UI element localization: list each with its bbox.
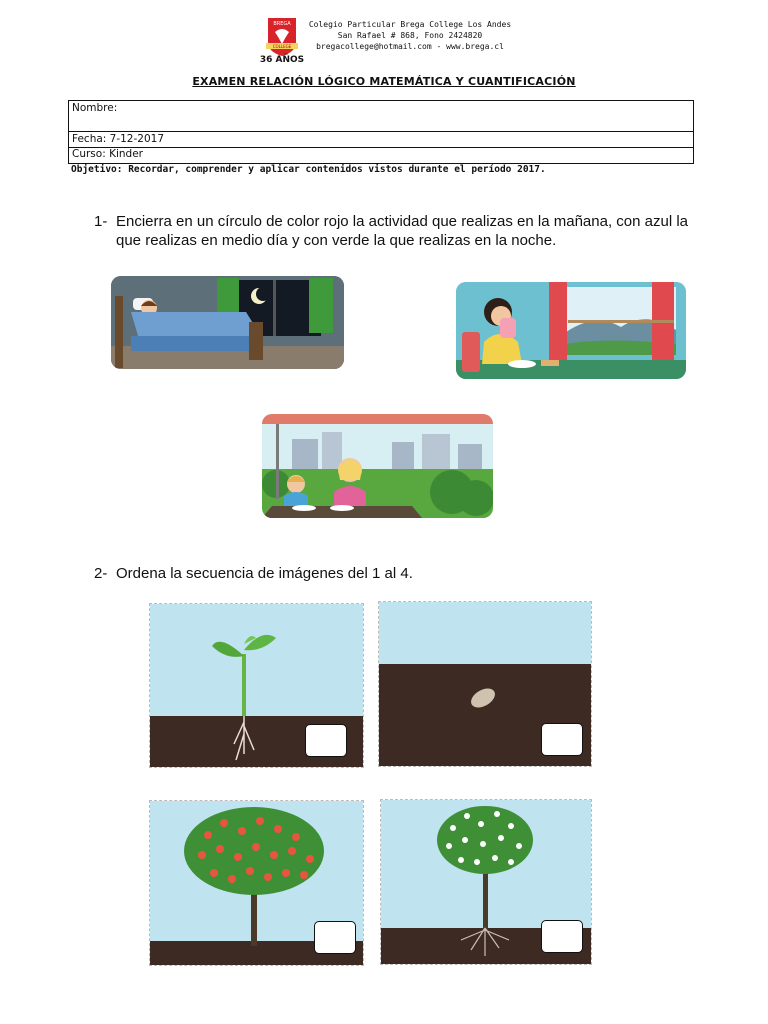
school-name: Colegio Particular Brega College Los Andes xyxy=(308,20,512,29)
name-row[interactable] xyxy=(69,101,693,132)
objective: Objetivo: Recordar, comprender y aplicar contenidos vistos durante el período 2017. xyxy=(71,164,546,175)
course-label: Curso: Kinder xyxy=(72,148,143,160)
question-1-line-1: Encierra en un círculo de color rojo la actividad que realizas en la mañana, con azul la xyxy=(116,213,688,230)
flowering-tree-image xyxy=(380,799,592,965)
seed-image xyxy=(378,601,592,767)
question-2-text: Ordena la secuencia de imágenes del 1 al 4. xyxy=(116,565,413,582)
answer-box-sprout[interactable] xyxy=(305,724,347,757)
answer-box-flowering-tree[interactable] xyxy=(541,920,583,953)
name-label: Nombre: xyxy=(72,102,118,114)
svg-text:36 AÑOS: 36 AÑOS xyxy=(259,55,305,64)
svg-text:COLLEGE: COLLEGE xyxy=(272,44,292,49)
student-info-table xyxy=(68,100,694,164)
answer-box-fruit-tree[interactable] xyxy=(314,921,356,954)
question-1-number: 1- xyxy=(94,213,108,230)
night-sleeping-image[interactable] xyxy=(111,276,344,369)
noon-lunch-image[interactable] xyxy=(262,414,493,518)
course-row xyxy=(69,148,693,163)
exam-title: EXAMEN RELACIÓN LÓGICO MATEMÁTICA Y CUANTIFICACIÓN xyxy=(192,75,576,88)
question-1-text xyxy=(116,212,716,250)
date-row xyxy=(69,132,693,148)
school-address: San Rafael # 868, Fono 2424820 xyxy=(337,31,483,40)
question-2-number: 2- xyxy=(94,565,108,582)
svg-text:BREGA: BREGA xyxy=(273,21,291,27)
date-label: Fecha: 7-12-2017 xyxy=(72,133,165,145)
fruit-tree-image xyxy=(149,800,364,966)
answer-box-seed[interactable] xyxy=(541,723,583,756)
school-header xyxy=(300,19,520,52)
morning-drinking-image[interactable] xyxy=(456,282,686,379)
school-contact: bregacollege@hotmail.com - www.brega.cl xyxy=(316,42,504,51)
sprout-image xyxy=(149,603,364,768)
question-1-line-2: que realizas en medio día y con verde la que realizas en la noche. xyxy=(116,232,557,249)
